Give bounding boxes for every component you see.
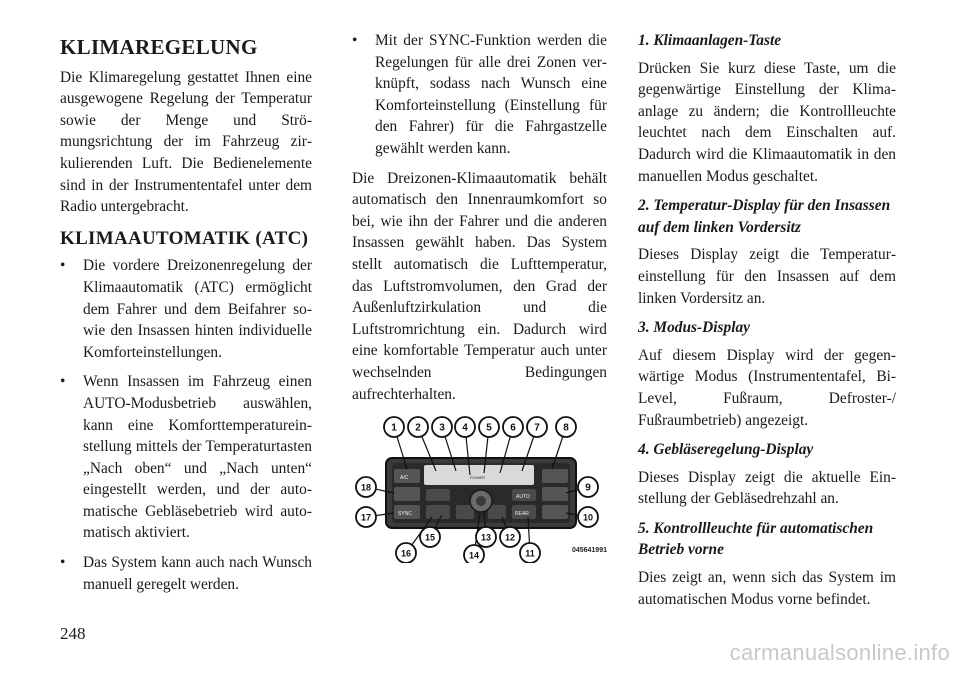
right-temp-down-button <box>542 487 568 501</box>
item-text: Dieses Display zeigt die aktuelle Einstellung der Gebläsedrehzahl an. <box>638 468 896 508</box>
column-right <box>638 30 896 618</box>
auto-label: AUTO <box>516 494 530 501</box>
power-label: POWER <box>470 475 486 481</box>
callout-number: 11 <box>525 548 535 559</box>
climate-panel-illustration <box>352 413 607 563</box>
callout-number: 7 <box>534 422 540 434</box>
column-left <box>60 30 312 603</box>
callout-number: 2 <box>415 422 421 434</box>
callout-number: 10 <box>582 512 594 523</box>
climate-control-figure <box>352 413 607 563</box>
body-paragraph: Die Dreizonen-Klimaautomatik behält automatisch den Innenraumkomfort so bei, wie ihn der Fahrer und die anderen Insassen gewählt haben. Das System stellt automatisch die Lufttemperatur, das Luftstromvolumen, den Grad der Außenluftzirkulation und die Luftstromrichtung ein. Dadurch wird eine komfortable Temperatur auch unter wechselnden Bedingungen aufrechterhalten. <box>352 169 607 403</box>
list-item: • Das System kann auch nach Wunsch manuell geregelt werden. <box>60 552 312 595</box>
callout-number: 12 <box>504 532 516 543</box>
callout-number: 5 <box>486 422 492 434</box>
ac-label: A/C <box>400 475 409 482</box>
left-temp-down-button <box>394 487 420 501</box>
callout-number: 17 <box>360 512 372 523</box>
watermark: carmanualsonline.info <box>729 640 950 665</box>
list-item: • Die vordere Dreizonenregelung der Klimaautomatik (ATC) ermöglicht dem Fahrer und dem Beifahrer sowie den Insassen hinten individuelle Komforteinstellungen. <box>60 255 312 363</box>
page-number: 248 <box>60 624 86 643</box>
page-title: KLIMAREGELUNG <box>60 35 258 59</box>
callout-number: 9 <box>585 482 591 494</box>
mode-button <box>426 505 450 519</box>
rear-label: REAR <box>515 511 529 518</box>
item-heading: 3. Modus-Display <box>638 319 751 337</box>
item-text: Auf diesem Display wird der gegenwärtige Modus (Instrumententafel, Bi-Level, Fußraum, Defroster-/ Fußraumbetrieb) angezeigt. <box>638 346 896 429</box>
section-heading: KLIMAAUTOMATIK (ATC) <box>60 227 309 249</box>
column-middle <box>352 30 607 563</box>
recirc-button <box>426 489 450 501</box>
feature-list <box>60 255 312 595</box>
item-heading: 1. Klimaanlagen-Taste <box>638 32 782 49</box>
callout-number: 3 <box>439 422 445 434</box>
callout-number: 18 <box>360 482 372 493</box>
feature-list <box>352 30 607 160</box>
list-item: • Wenn Insassen im Fahrzeug einen AUTO-Modusbetrieb auswählen, kann eine Komforttemperatureinstellung mittels der Temperaturtasten „Nach oben“ und „Nach unten“ eingestellt werden, und der automatische Gebläsebetrieb wird automatisch aktiviert. <box>60 371 312 544</box>
rear-defrost-button <box>542 505 568 519</box>
callout-number: 1 <box>391 422 397 434</box>
item-text: Drücken Sie kurz diese Taste, um die gegenwärtige Einstellung der Klimaanlage zu ändern; die Kontrollleuchte leuchtet nach dem Einschalten auf. Dadurch wird die Klimaautomatik in den manuellen Modus geschaltet. <box>638 59 896 185</box>
figure-code: 0456419​91 <box>571 546 607 554</box>
right-temp-up-button <box>542 469 568 483</box>
item-heading: 5. Kontrollleuchte für automatischen Betrieb vorne <box>638 519 874 559</box>
callout-number: 16 <box>400 548 412 559</box>
callout-number: 13 <box>480 532 492 543</box>
callout-number: 15 <box>424 532 436 543</box>
callout-number: 8 <box>563 422 569 434</box>
intro-paragraph: Die Klimaregelung gestattet Ihnen eine ausgewogene Regelung der Temperatur sowie der Menge und Strömungsrichtung der im Fahrzeug zirkulierenden Luft. Die Bedienelemente sind in der Instrumententafel unter dem Radio untergebracht. <box>60 68 312 216</box>
list-item: • Mit der SYNC-Funktion werden die Regelungen für alle drei Zonen verknüpft, sodass nach Wunsch eine Komforteinstellung (Einstellung für den Fahrer) für die Fahrgastzelle gewählt werden kann. <box>352 30 607 160</box>
blower-knob-center <box>476 496 486 506</box>
item-heading: 2. Temperatur-Display für den Insassen auf dem linken Vordersitz <box>638 197 891 236</box>
callout-number: 14 <box>468 550 480 561</box>
item-heading: 4. Gebläseregelung-Display <box>638 441 814 459</box>
sync-label: SYNC <box>398 511 412 518</box>
callout-number: 4 <box>462 422 468 434</box>
callout-number: 6 <box>510 422 516 434</box>
item-text: Dieses Display zeigt die Temperatureinstellung für den Insassen auf dem linken Vordersitz an. <box>638 246 896 307</box>
item-text: Dies zeigt an, wenn sich das System im automatischen Modus vorne befindet. <box>638 569 896 608</box>
